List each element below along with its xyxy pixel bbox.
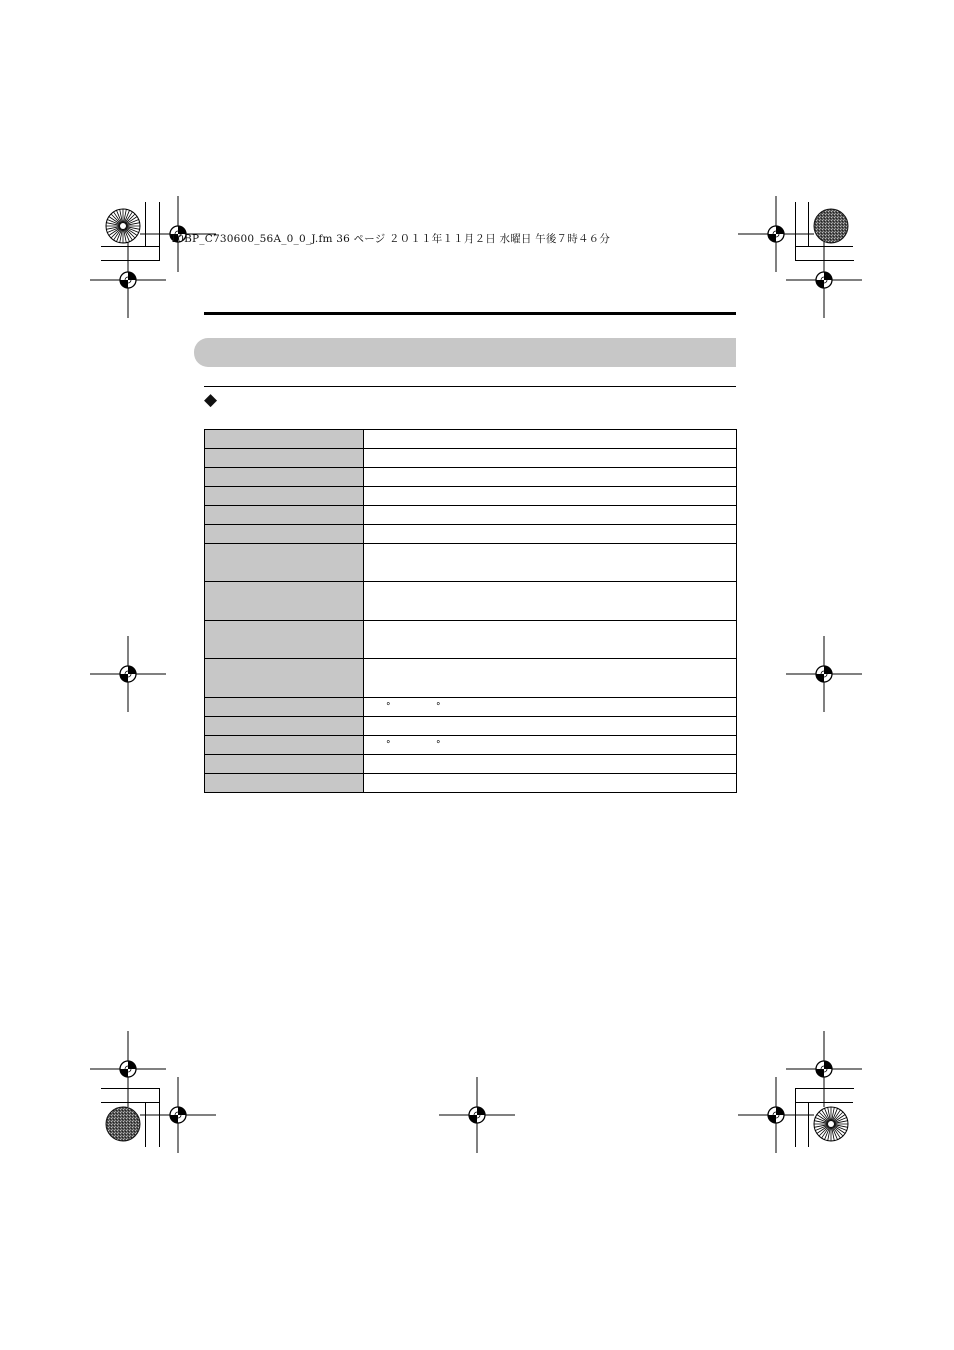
row-value-cell-temperature: [364, 698, 737, 717]
section-heading-bar: [194, 338, 736, 367]
table-row: [205, 544, 737, 582]
table-row: [205, 659, 737, 698]
row-value-cell: [364, 755, 737, 774]
noise-target-icon: [105, 1106, 141, 1142]
row-value-cell: [364, 449, 737, 468]
file-info-header: T0BP_C730600_56A_0_0_J.fm 36 ページ ２０１１年１１月２日 水曜日 午後７時４６分: [170, 233, 611, 245]
row-label-cell: [205, 525, 364, 544]
table-row: [205, 736, 737, 755]
table-row: [205, 621, 737, 659]
row-value-cell: [364, 506, 737, 525]
table-row: [205, 582, 737, 621]
row-label-cell: [205, 755, 364, 774]
registration-mark-icon: [786, 636, 862, 712]
registration-mark-icon: [439, 1077, 515, 1153]
row-value-cell: [364, 659, 737, 698]
row-label-cell: [205, 736, 364, 755]
degree-mark: °: [436, 702, 441, 712]
table-row: [205, 487, 737, 506]
table-row: [205, 468, 737, 487]
star-target-icon: [813, 1106, 849, 1142]
row-label-cell: [205, 621, 364, 659]
degree-mark: °: [436, 740, 441, 750]
degree-mark: °: [386, 740, 391, 750]
row-label-cell: [205, 449, 364, 468]
spec-table: [204, 429, 737, 793]
table-row: [205, 449, 737, 468]
row-label-cell: [205, 659, 364, 698]
subsection-rule: [204, 386, 736, 387]
row-value-cell: [364, 468, 737, 487]
table-row: [205, 525, 737, 544]
row-value-cell: [364, 544, 737, 582]
degree-mark: °: [386, 702, 391, 712]
row-value-cell: [364, 430, 737, 449]
row-label-cell: [205, 582, 364, 621]
diamond-bullet-icon: ◆: [204, 390, 218, 410]
registration-mark-icon: [140, 1077, 216, 1153]
row-label-cell: [205, 698, 364, 717]
row-value-cell: [364, 621, 737, 659]
table-row: [205, 774, 737, 793]
row-value-cell: [364, 582, 737, 621]
row-value-cell: [364, 525, 737, 544]
table-row: [205, 698, 737, 717]
registration-mark-icon: [90, 636, 166, 712]
row-label-cell: [205, 468, 364, 487]
table-row: [205, 717, 737, 736]
row-label-cell: [205, 487, 364, 506]
row-value-cell-temperature: [364, 736, 737, 755]
star-target-icon: [105, 208, 141, 244]
row-label-cell: [205, 506, 364, 525]
row-value-cell: [364, 717, 737, 736]
table-row: [205, 506, 737, 525]
top-rule: [204, 312, 736, 315]
noise-target-icon: [813, 208, 849, 244]
row-label-cell: [205, 717, 364, 736]
row-label-cell: [205, 544, 364, 582]
table-row: [205, 430, 737, 449]
registration-mark-icon: [90, 242, 166, 318]
registration-mark-icon: [738, 1077, 814, 1153]
row-label-cell: [205, 774, 364, 793]
row-value-cell: [364, 774, 737, 793]
row-label-cell: [205, 430, 364, 449]
row-value-cell: [364, 487, 737, 506]
table-row: [205, 755, 737, 774]
registration-mark-icon: [786, 242, 862, 318]
